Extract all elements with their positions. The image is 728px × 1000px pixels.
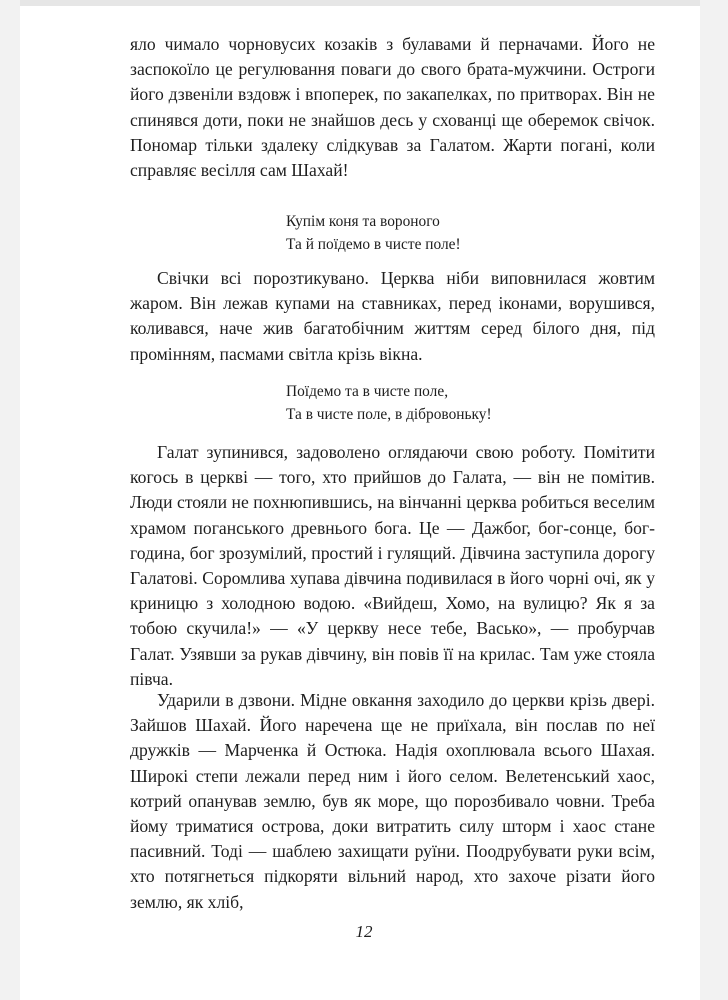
paragraph-4-text: Ударили в дзвони. Мідне овкання заходило до церкви крізь двері. Зайшов Шахай. Його наречена ще не приїхала, він послав по неї дружків — Марченка й Остюка. Надія охоплювала всього Шахая. Широкі степи лежали перед ним і його селом. Велетенський хаос, котрий опанував землю, був як море, що порозбивало човни. Треба йому триматися острова, доки витратить силу шторм і хаос стане пасивний. Тоді — шаблею захищати руїни. Поодрубувати руки всім, хто потягнеться підкоряти вільний народ, хто захоче різати його землю, як хліб, [130,690,655,912]
paragraph-3 [130,440,655,692]
verse-2-line-2: Та в чисте поле, в дібровоньку! [286,406,492,423]
page-top-edge [20,0,700,6]
verse-1 [286,210,461,256]
paragraph-3-text: Галат зупинився, задоволено оглядаючи свою роботу. Помітити когось в церкві — того, хто прийшов до Галата, — він не помітив. Люди стояли не похнюпившись, на вінчанні церква робиться веселим храмом поганського древнього бога. Це — Дажбог, бог-сонце, бог-година, бог зрозумілий, простий і гулящий. Дівчина заступила дорогу Галатові. Соромлива хупава дівчина подивилася в його чорні очі, як у криницю з холодною водою. «Вийдеш, Хомо, на вулицю? Як я за тобою скучила!» — «У церкву несе тебе, Васько», — пробурчав Галат. Узявши за рукав дівчину, він повів її на крилас. Там уже стояла півча. [130,442,655,689]
page-number: 12 [355,922,373,941]
paragraph-1-text: яло чимало чорновусих козаків з булавами й перначами. Його не заспокоїло це регулювання поваги до свого брата-мужчини. Остроги його дзвеніли вздовж і впоперек, по закапелках, по притворах. Він не спинявся доти, поки не знайшов десь у схованці ще оберемок свічок. Пономар тільки здалеку слідкував за Галатом. Жарти погані, коли справляє весілля сам Шахай! [130,34,655,181]
verse-2 [286,380,492,426]
verse-2-line-1: Поїдемо та в чисте поле, [286,383,449,400]
paragraph-4 [130,688,655,915]
paragraph-1 [130,32,655,183]
verse-1-line-2: Та й поїдемо в чисте поле! [286,236,461,253]
paragraph-2 [130,266,655,367]
paragraph-2-text: Свічки всі порозтикувано. Церква ніби виповнилася жовтим жаром. Він лежав купами на ставниках, перед іконами, ворушився, коливався, наче жив багатобічним життям серед білого дня, під промінням, пасмами світла крізь вікна. [130,268,655,364]
verse-1-line-1: Купім коня та вороного [286,213,440,230]
